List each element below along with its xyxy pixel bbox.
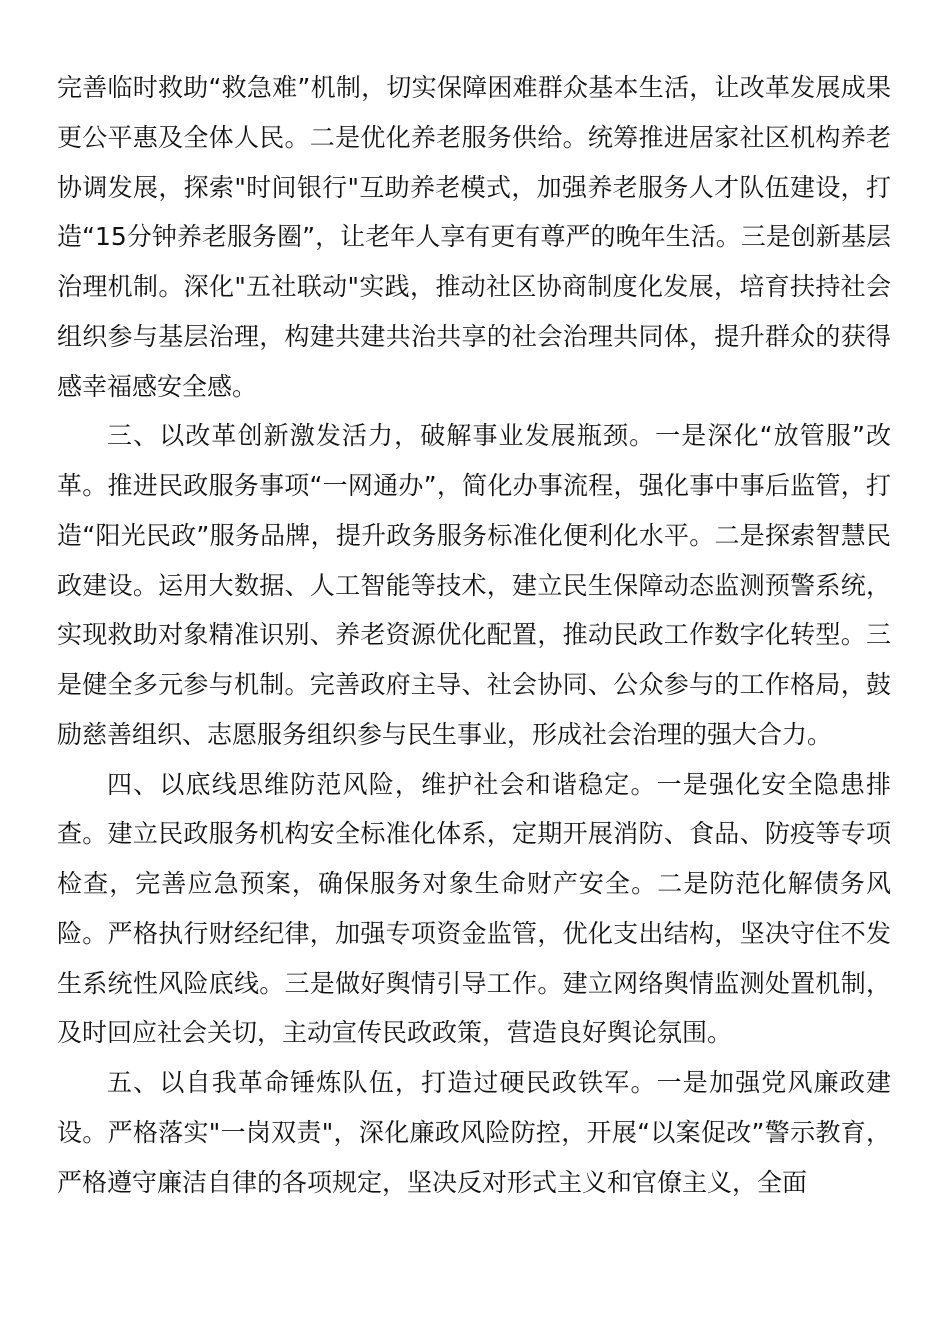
paragraph-social-assistance: 完善临时救助“救急难”机制，切实保障困难群众基本生活，让改革发展成果更公平惠及全体人民。二是优化养老服务供给。统筹推进居家社区机构养老协调发展，探索"时间银行"互助养老模式，加强养老服务人才队伍建设，打造“15分钟养老服务圈”，让老年人享有更有尊严的晚年生活。三是创新基层治理机制。深化"五社联动"实践，推动社区协商制度化发展，培育扶持社会组织参与基层治理，构建共建共治共享的社会治理共同体，提升群众的获得感幸福感安全感。 bbox=[57, 73, 891, 401]
paragraph-reform-innovation: 三、以改革创新激发活力，破解事业发展瓶颈。一是深化“放管服”改革。推进民政服务事项“一网通办”，简化办事流程，强化事中事后监管，打造“阳光民政”服务品牌，提升政务服务标准化便利化水平。二是探索智慧民政建设。运用大数据、人工智能等技术，建立民生保障动态监测预警系统，实现救助对象精准识别、养老资源优化配置，推动民政工作数字化转型。三是健全多元参与机制。完善政府主导、社会协同、公众参与的工作格局，鼓励慈善组织、志愿服务组织参与民生事业，形成社会治理的强大合力。 bbox=[57, 421, 891, 749]
paragraph-risk-prevention: 四、以底线思维防范风险，维护社会和谐稳定。一是强化安全隐患排查。建立民政服务机构安全标准化体系，定期开展消防、食品、防疫等专项检查，完善应急预案，确保服务对象生命财产安全。二是防范化解债务风险。严格执行财经纪律，加强专项资金监管，优化支出结构，坚决守住不发生系统性风险底线。三是做好舆情引导工作。建立网络舆情监测处置机制，及时回应社会关切，主动宣传民政政策，营造良好舆论氛围。 bbox=[57, 769, 891, 1048]
paragraph-team-building: 五、以自我革命锤炼队伍，打造过硬民政铁军。一是加强党风廉政建设。严格落实"一岗双责"，深化廉政风险防控，开展“以案促改”警示教育，严格遵守廉洁自律的各项规定，坚决反对形式主义和官僚主义，全面 bbox=[57, 1068, 891, 1197]
document-body bbox=[57, 63, 891, 1207]
